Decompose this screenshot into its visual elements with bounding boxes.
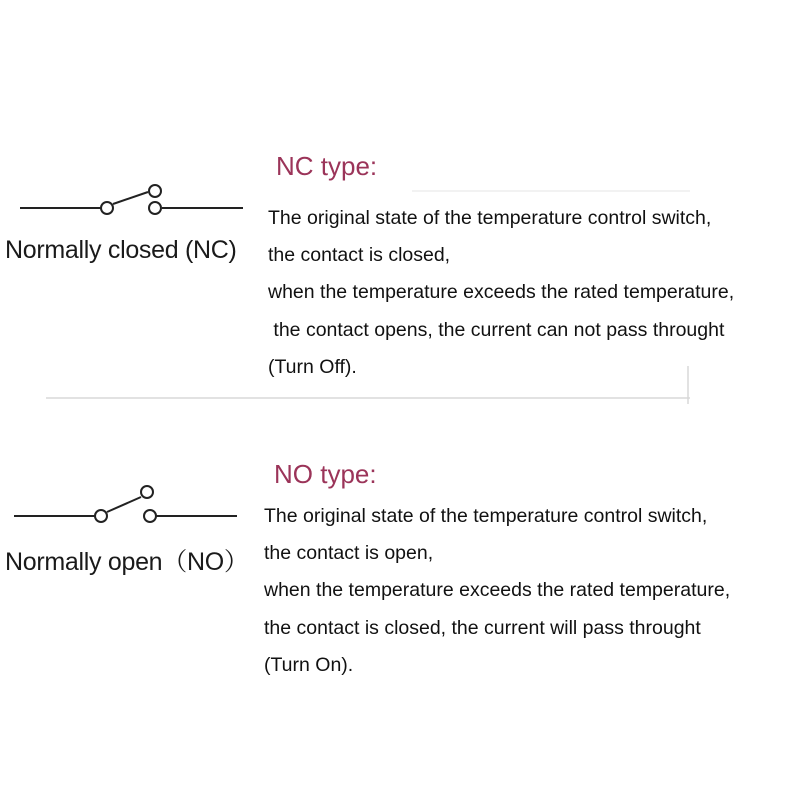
nc-description-line: the contact is closed, xyxy=(268,244,451,267)
nc-symbol-label: Normally closed (NC) xyxy=(5,236,237,264)
no-description-line: the contact is open, xyxy=(264,542,434,565)
no-upper-terminal xyxy=(141,486,153,498)
no-type-title: NO type: xyxy=(274,459,377,489)
nc-description-line: (Turn Off). xyxy=(268,355,357,378)
no-description-line: when the temperature exceeds the rated temperature, xyxy=(264,579,731,602)
nc-upper-terminal xyxy=(149,185,161,197)
no-symbol-label: Normally open（NO） xyxy=(5,548,249,576)
nc-lower-terminal xyxy=(149,202,161,214)
no-description-line: the contact is closed, the current will pass throught xyxy=(264,616,701,639)
nc-description-line: when the temperature exceeds the rated temperature, xyxy=(268,281,735,304)
no-switch-symbol xyxy=(14,486,237,522)
nc-description-line: the contact opens, the current can not pass throught xyxy=(268,318,725,341)
no-left-terminal xyxy=(95,510,107,522)
nc-left-terminal xyxy=(101,202,113,214)
nc-description xyxy=(268,200,734,386)
nc-contact-arm xyxy=(113,192,148,204)
no-contact-arm xyxy=(107,497,141,512)
no-description-line: The original state of the temperature control switch, xyxy=(264,505,708,527)
nc-type-title: NC type: xyxy=(276,151,378,181)
no-description-line: (Turn On). xyxy=(264,653,354,676)
no-description xyxy=(264,498,730,684)
nc-description-line: The original state of the temperature control switch, xyxy=(268,207,712,229)
no-lower-terminal xyxy=(144,510,156,522)
nc-switch-symbol xyxy=(20,185,243,214)
